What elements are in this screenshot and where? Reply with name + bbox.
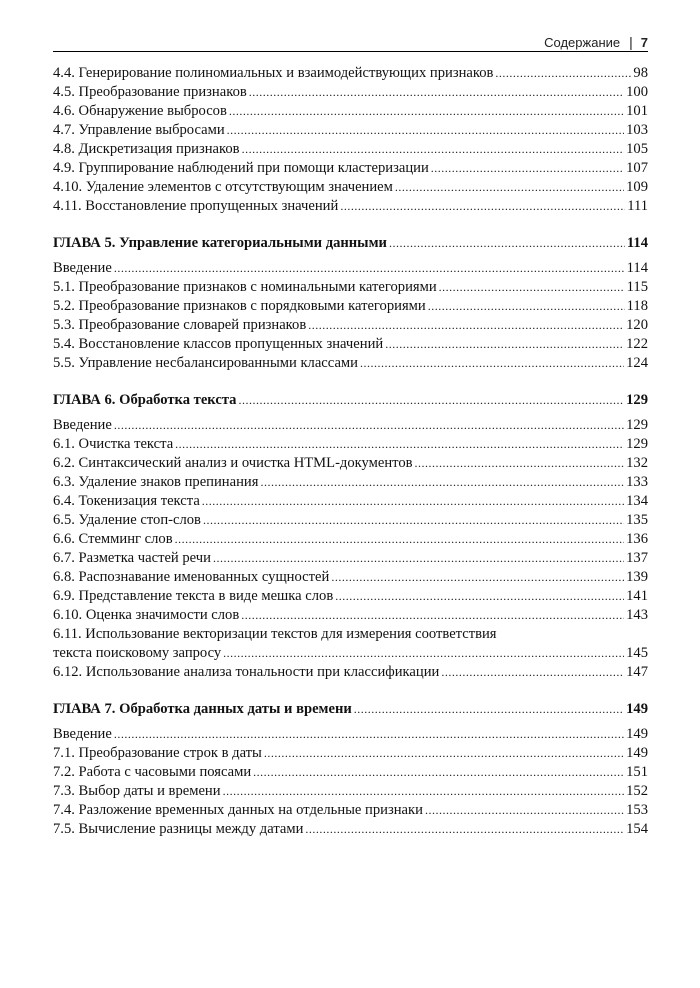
toc-entry-page: 114	[626, 260, 648, 276]
toc-entry	[53, 454, 648, 473]
toc-section	[53, 700, 648, 839]
toc-entry	[53, 587, 648, 606]
dot-leader	[249, 83, 624, 102]
toc-entry	[53, 763, 648, 782]
toc-entry-title: 6.11. Использование векторизации текстов для измерения соответствия	[53, 626, 497, 642]
dot-leader	[253, 763, 624, 782]
toc-entry	[53, 511, 648, 530]
toc-entry-page: 151	[626, 764, 648, 780]
toc-entry-page: 132	[626, 455, 648, 471]
header-rule	[53, 51, 648, 52]
toc-entry-page: 124	[626, 355, 648, 371]
dot-leader	[241, 606, 624, 625]
toc-entry-page: 141	[626, 588, 648, 604]
chapter-heading-title: ГЛАВА 5. Управление категориальными данными	[53, 235, 387, 251]
dot-leader	[264, 744, 624, 763]
toc-entry	[53, 102, 648, 121]
dot-leader	[223, 782, 625, 801]
toc-entry	[53, 197, 648, 216]
running-head-section: Содержание	[544, 34, 621, 50]
dot-leader	[335, 587, 624, 606]
toc-entry-title: 6.4. Токенизация текста	[53, 493, 200, 509]
toc-section	[53, 234, 648, 373]
toc-entry-title: 6.5. Удаление стоп-слов	[53, 512, 201, 528]
toc-entry-title: Введение	[53, 726, 112, 742]
dot-leader	[389, 234, 625, 253]
dot-leader	[242, 140, 625, 159]
dot-leader	[354, 700, 624, 719]
toc-entry-title: 4.4. Генерирование полиномиальных и взаимодействующих признаков	[53, 65, 494, 81]
toc-entry	[53, 83, 648, 102]
toc-entry-page: 109	[626, 179, 648, 195]
toc-entry-page: 101	[626, 103, 648, 119]
table-of-contents	[53, 64, 648, 839]
dot-leader	[305, 820, 624, 839]
toc-entry-title: Введение	[53, 260, 112, 276]
dot-leader	[114, 725, 624, 744]
toc-entry	[53, 335, 648, 354]
toc-entry-page: 122	[626, 336, 648, 352]
dot-leader	[425, 801, 624, 820]
toc-section	[53, 391, 648, 682]
toc-entry	[53, 316, 648, 335]
toc-entry-title: 4.8. Дискретизация признаков	[53, 141, 240, 157]
toc-entry-page: 136	[626, 531, 648, 547]
toc-entry-page: 139	[626, 569, 648, 585]
toc-entry-title: 5.3. Преобразование словарей признаков	[53, 317, 307, 333]
toc-entry-page: 135	[626, 512, 648, 528]
toc-entry-page: 154	[626, 821, 648, 837]
dot-leader	[223, 644, 624, 663]
dot-leader	[340, 197, 625, 216]
chapter-heading-title: ГЛАВА 6. Обработка текста	[53, 392, 237, 408]
toc-entry-page: 115	[626, 279, 648, 295]
dot-leader	[415, 454, 625, 473]
toc-entry-title: 4.5. Преобразование признаков	[53, 84, 247, 100]
dot-leader	[114, 416, 624, 435]
dot-leader	[114, 259, 625, 278]
chapter-heading	[53, 391, 648, 410]
toc-entry	[53, 159, 648, 178]
dot-leader	[495, 64, 631, 83]
toc-entry	[53, 64, 648, 83]
toc-entry-page: 107	[626, 160, 648, 176]
toc-entry-title: 7.4. Разложение временных данных на отдельные признаки	[53, 802, 423, 818]
toc-entry-page: 143	[626, 607, 648, 623]
toc-entry-title: 4.7. Управление выбросами	[53, 122, 225, 138]
dot-leader	[395, 178, 624, 197]
toc-entry	[53, 121, 648, 140]
toc-entry-title: 7.3. Выбор даты и времени	[53, 783, 221, 799]
toc-entry	[53, 820, 648, 839]
toc-entry	[53, 278, 648, 297]
book-page	[53, 0, 648, 988]
toc-entry-title: 5.5. Управление несбалансированными классами	[53, 355, 358, 371]
toc-section	[53, 64, 648, 216]
toc-entry-page: 118	[626, 298, 648, 314]
toc-entry-page: 100	[626, 84, 648, 100]
dot-leader	[441, 663, 624, 682]
dot-leader	[229, 102, 624, 121]
toc-entry-title: 7.5. Вычисление разницы между датами	[53, 821, 304, 837]
toc-entry	[53, 549, 648, 568]
toc-entry-title: 4.9. Группирование наблюдений при помощи кластеризации	[53, 160, 429, 176]
toc-entry	[53, 801, 648, 820]
toc-entry	[53, 140, 648, 159]
toc-entry-title: 7.2. Работа с часовыми поясами	[53, 764, 252, 780]
dot-leader	[331, 568, 624, 587]
toc-entry-title: 6.12. Использование анализа тональности при классификации	[53, 664, 440, 680]
toc-entry	[53, 782, 648, 801]
dot-leader	[175, 435, 624, 454]
toc-entry-page: 147	[626, 664, 648, 680]
toc-entry	[53, 725, 648, 744]
toc-entry-title: 7.1. Преобразование строк в даты	[53, 745, 262, 761]
toc-entry-page: 149	[626, 745, 648, 761]
toc-entry	[53, 663, 648, 682]
toc-entry-title: 6.1. Очистка текста	[53, 436, 174, 452]
toc-entry-title: 5.2. Преобразование признаков с порядковыми категориями	[53, 298, 426, 314]
toc-entry	[53, 259, 648, 278]
dot-leader	[227, 121, 624, 140]
dot-leader	[385, 335, 624, 354]
running-head	[544, 33, 648, 51]
toc-entry-title: 6.10. Оценка значимости слов	[53, 607, 240, 623]
toc-entry-page: 129	[626, 417, 648, 433]
toc-entry	[53, 297, 648, 316]
toc-entry-title: 6.7. Разметка частей речи	[53, 550, 211, 566]
dot-leader	[203, 511, 624, 530]
toc-entry-title: Введение	[53, 417, 112, 433]
toc-entry	[53, 606, 648, 625]
dot-leader	[260, 473, 624, 492]
toc-entry	[53, 744, 648, 763]
toc-entry	[53, 435, 648, 454]
toc-entry-page: 134	[626, 493, 648, 509]
dot-leader	[360, 354, 624, 373]
toc-entry-page: 98	[633, 65, 648, 81]
toc-entry-page: 129	[626, 436, 648, 452]
toc-entry-page: 120	[626, 317, 648, 333]
toc-entry-title: 4.11. Восстановление пропущенных значений	[53, 198, 339, 214]
chapter-heading-page: 114	[626, 235, 648, 251]
toc-entry	[53, 492, 648, 511]
toc-entry	[53, 568, 648, 587]
dot-leader	[439, 278, 625, 297]
toc-entry	[53, 625, 648, 644]
dot-leader	[238, 391, 624, 410]
toc-entry-page: 103	[626, 122, 648, 138]
toc-entry-title: текста поисковому запросу	[53, 645, 222, 661]
chapter-heading	[53, 700, 648, 719]
dot-leader	[428, 297, 625, 316]
toc-entry	[53, 530, 648, 549]
chapter-heading-page: 149	[626, 701, 648, 717]
toc-entry-title: 6.2. Синтаксический анализ и очистка HTML-документов	[53, 455, 413, 471]
toc-entry-page: 152	[626, 783, 648, 799]
chapter-heading-title: ГЛАВА 7. Обработка данных даты и времени	[53, 701, 352, 717]
toc-entry-page: 133	[626, 474, 648, 490]
chapter-heading-page: 129	[626, 392, 648, 408]
toc-entry	[53, 178, 648, 197]
toc-entry-title: 6.9. Представление текста в виде мешка слов	[53, 588, 334, 604]
toc-entry	[53, 354, 648, 373]
dot-leader	[213, 549, 624, 568]
dot-leader	[175, 530, 625, 549]
dot-leader	[308, 316, 624, 335]
toc-entry-title: 4.6. Обнаружение выбросов	[53, 103, 227, 119]
toc-entry	[53, 473, 648, 492]
toc-entry	[53, 416, 648, 435]
toc-entry-page: 145	[626, 645, 648, 661]
toc-entry-title: 5.1. Преобразование признаков с номинальными категориями	[53, 279, 437, 295]
dot-leader	[202, 492, 624, 511]
toc-entry-title: 5.4. Восстановление классов пропущенных значений	[53, 336, 384, 352]
running-head-separator: |	[629, 34, 633, 50]
toc-entry-page: 111	[627, 198, 648, 214]
toc-entry-page: 105	[626, 141, 648, 157]
toc-entry-page: 153	[626, 802, 648, 818]
toc-entry-page: 137	[626, 550, 648, 566]
toc-entry-title: 4.10. Удаление элементов с отсутствующим значением	[53, 179, 393, 195]
page-number: 7	[640, 34, 648, 50]
chapter-heading	[53, 234, 648, 253]
dot-leader	[431, 159, 624, 178]
toc-entry	[53, 644, 648, 663]
toc-entry-page: 149	[626, 726, 648, 742]
toc-entry-title: 6.6. Стемминг слов	[53, 531, 173, 547]
toc-entry-title: 6.8. Распознавание именованных сущностей	[53, 569, 330, 585]
toc-entry-title: 6.3. Удаление знаков препинания	[53, 474, 259, 490]
